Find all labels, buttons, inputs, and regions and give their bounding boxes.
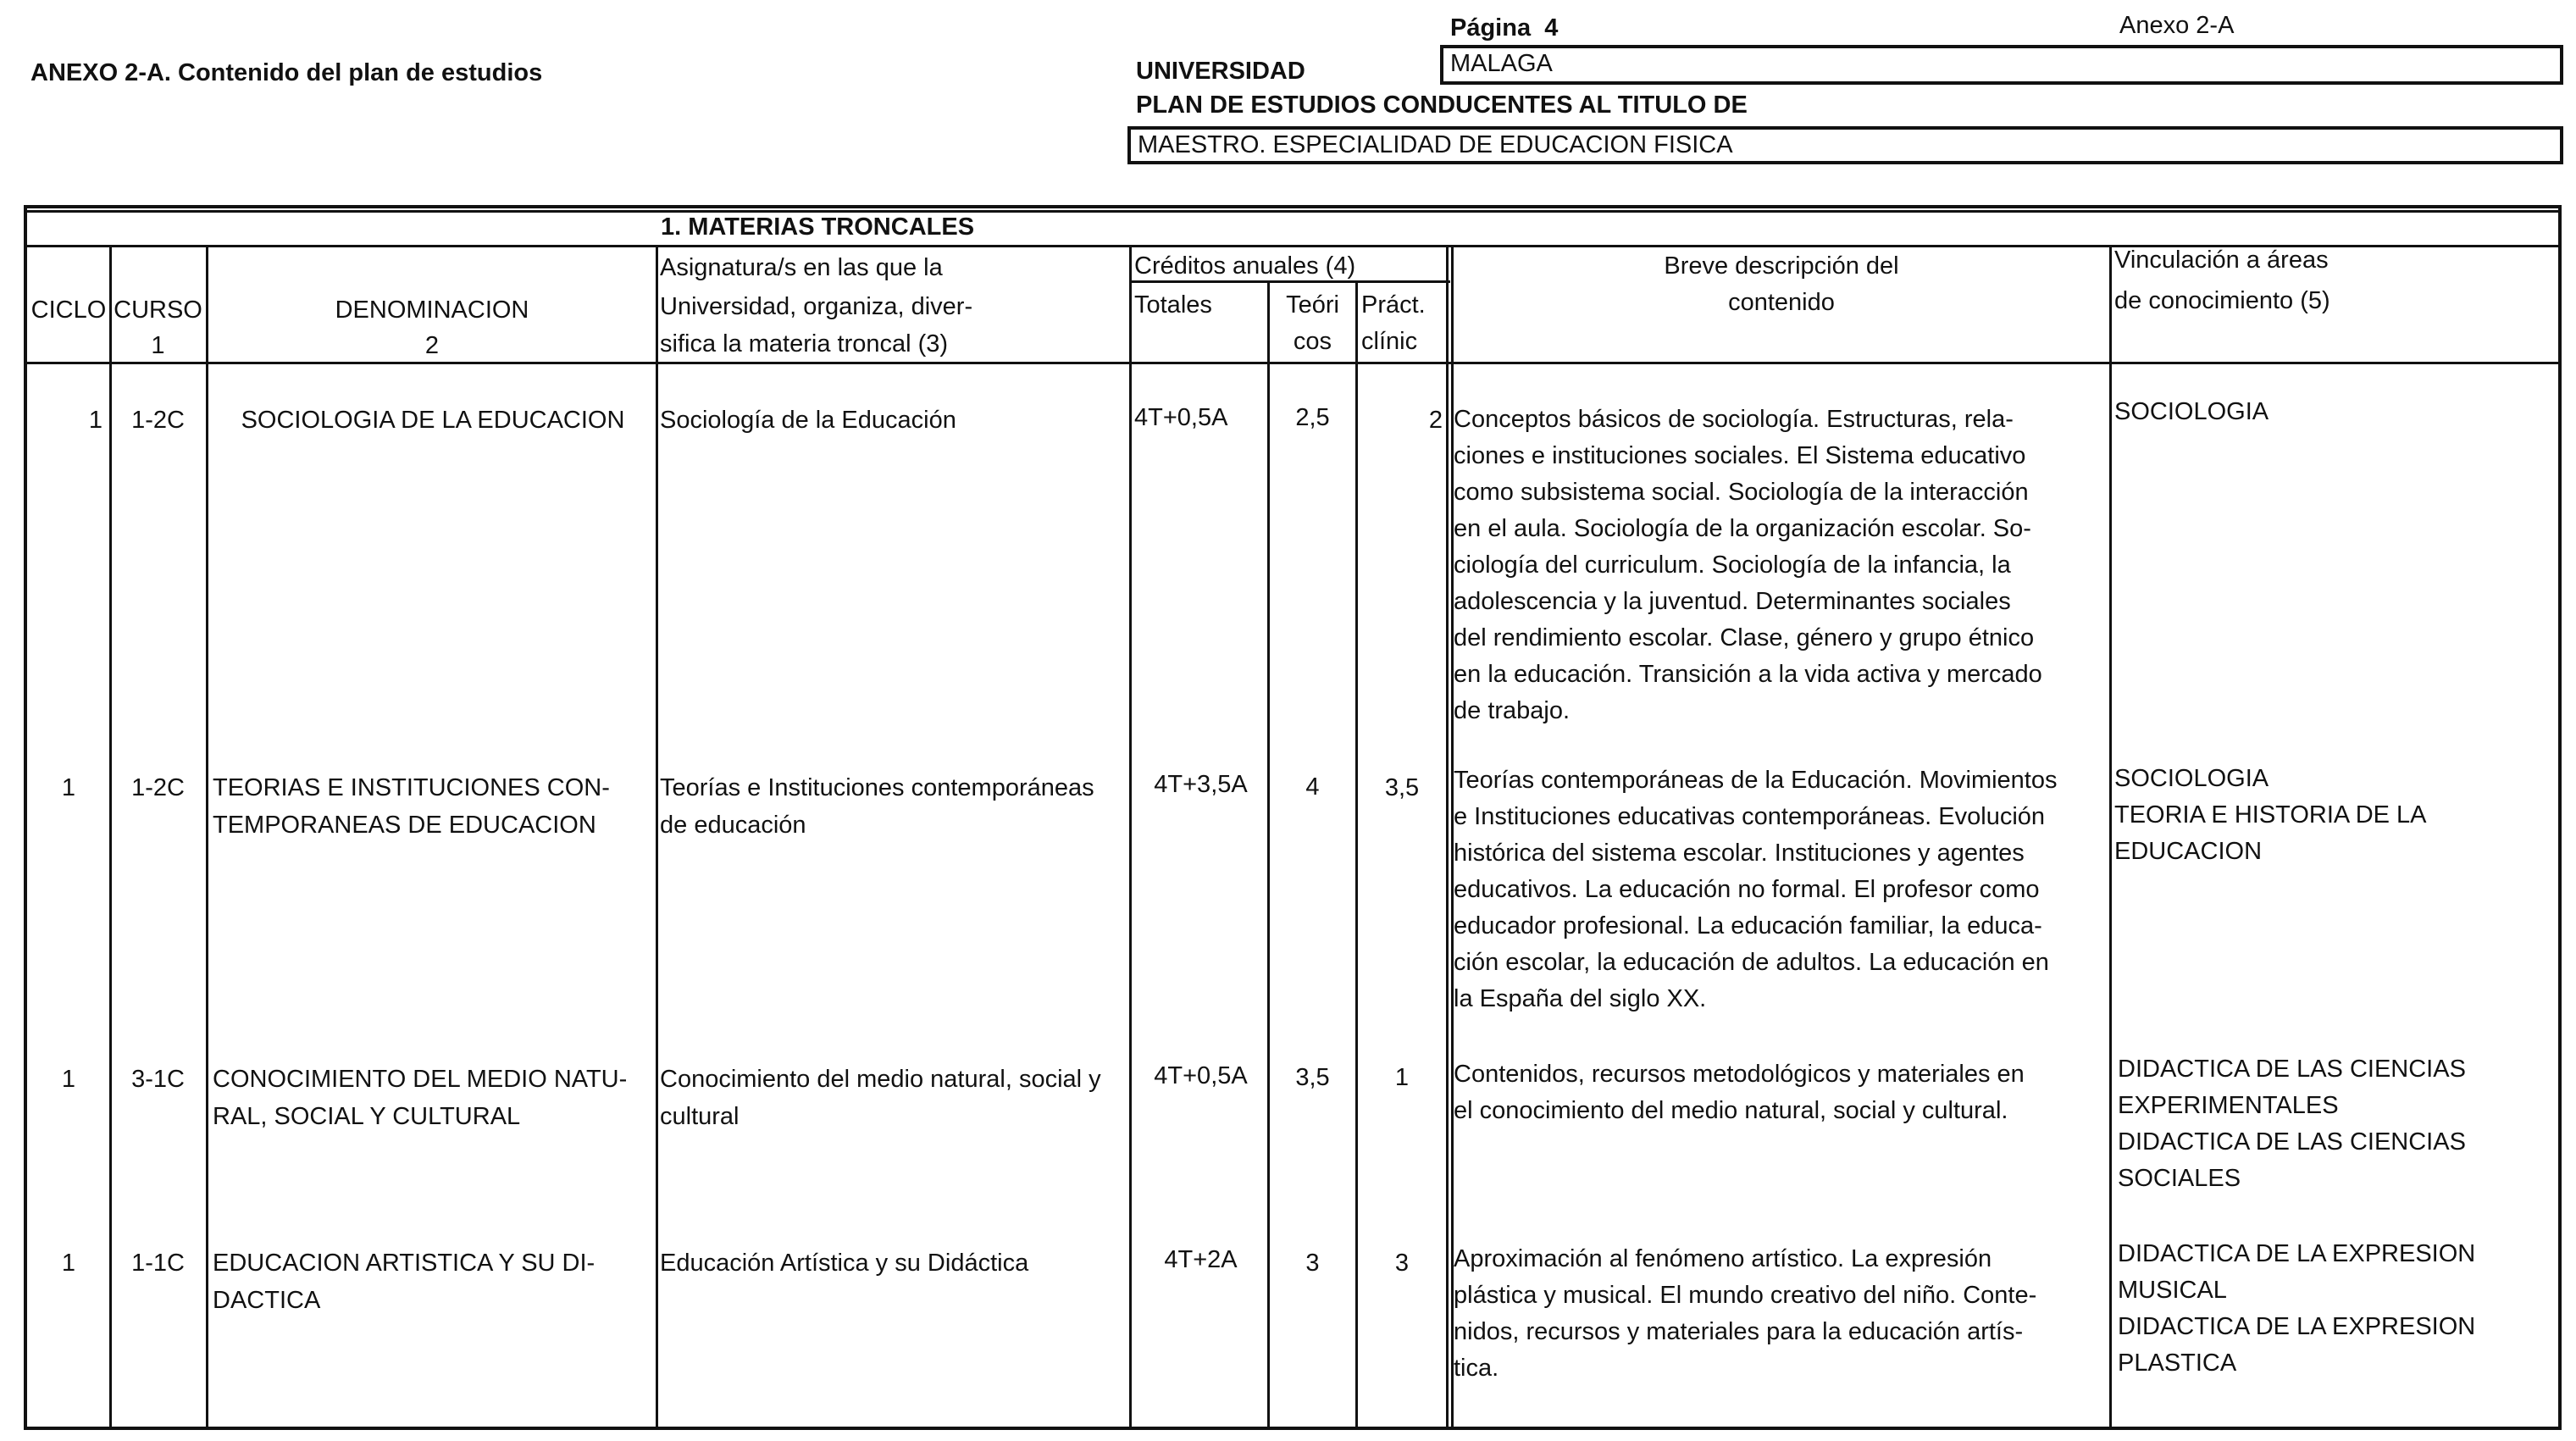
descripcion-line: en la educación. Transición a la vida activa y mercado — [1454, 661, 2042, 688]
cell-asignatura: Sociología de la Educación — [660, 407, 956, 434]
page-number: 4 — [1544, 14, 1559, 42]
vinculacion-line: MUSICAL — [2118, 1277, 2227, 1304]
cell-teoricos: 3,5 — [1295, 1064, 1330, 1091]
descripcion-line: ciones e instituciones sociales. El Sistema educativo — [1454, 442, 2026, 469]
col-totales: Totales — [1134, 291, 1212, 319]
col-curso: CURSO — [114, 297, 202, 324]
page-label-text: Página — [1450, 14, 1532, 42]
cell-ciclo: 1 — [61, 774, 76, 801]
cell-curso: 1-2C — [131, 774, 185, 801]
vinculacion-line: DIDACTICA DE LAS CIENCIAS — [2118, 1128, 2466, 1156]
descripcion-line: Contenidos, recursos metodológicos y materiales en — [1454, 1061, 2025, 1088]
descripcion-line: como subsistema social. Sociología de la interacción — [1454, 479, 2029, 506]
cell-totales: 4T+0,5A — [1154, 1062, 1248, 1089]
cell-denominacion: TEORIAS E INSTITUCIONES CON- TEMPORANEAS DE EDUCACION — [213, 774, 610, 839]
descripcion-line: la España del siglo XX. — [1454, 985, 1707, 1012]
descripcion-line: histórica del sistema escolar. Instituciones y agentes — [1454, 840, 2025, 867]
descripcion-line: nidos, recursos y materiales para la educación artís- — [1454, 1318, 2024, 1345]
vinculacion-line: SOCIALES — [2118, 1165, 2241, 1192]
cell-ciclo: 1 — [61, 1066, 76, 1093]
plan-box — [1127, 126, 2563, 164]
cell-denominacion: SOCIOLOGIA DE LA EDUCACION — [241, 407, 625, 434]
vinculacion-line: TEORIA E HISTORIA DE LA — [2114, 801, 2427, 829]
col-descripcion-l1: Breve descripción del — [1664, 252, 1899, 280]
table-line — [1129, 247, 1132, 1428]
cell-teoricos: 3 — [1305, 1250, 1320, 1277]
col-curso-num: 1 — [151, 332, 165, 359]
cell-curso: 1-1C — [131, 1250, 185, 1277]
descripcion-line: ción escolar, la educación de adultos. La educación en — [1454, 949, 2049, 976]
section-title: 1. MATERIAS TRONCALES — [661, 213, 975, 241]
table-line — [25, 210, 2562, 213]
cell-totales: 4T+3,5A — [1154, 771, 1248, 798]
descripcion-line: plástica y musical. El mundo creativo del niño. Conte- — [1454, 1282, 2037, 1309]
descripcion-line: Conceptos básicos de sociología. Estructuras, rela- — [1454, 406, 2014, 433]
vinculacion-line: EXPERIMENTALES — [2118, 1092, 2339, 1119]
cell-ciclo: 1 — [61, 1250, 76, 1277]
plan-label: PLAN DE ESTUDIOS CONDUCENTES AL TITULO DE — [1136, 91, 1748, 119]
descripcion-line: ciología del curriculum. Sociología de la infancia, la — [1454, 551, 2011, 579]
vinculacion-line: PLASTICA — [2118, 1350, 2237, 1377]
col-denominacion: DENOMINACION — [335, 297, 529, 324]
col-ciclo: CICLO — [30, 297, 107, 324]
vinculacion-line: DIDACTICA DE LA EXPRESION — [2118, 1240, 2476, 1267]
table-line — [2109, 247, 2112, 1428]
col-asignatura-l3: sifica la materia troncal (3) — [660, 330, 949, 357]
descripcion-line: Teorías contemporáneas de la Educación. Movimientos — [1454, 767, 2058, 794]
university-box — [1440, 45, 2563, 85]
cell-asignatura: Conocimiento del medio natural, social y cultural — [660, 1066, 1101, 1130]
annex-code: Anexo 2-A — [2119, 12, 2235, 39]
col-teoricos-l2: cos — [1293, 328, 1332, 355]
col-practicos-l1: Práct. — [1361, 291, 1426, 319]
col-teoricos-l1: Teóri — [1286, 291, 1339, 319]
cell-totales: 4T+0,5A — [1134, 404, 1228, 431]
descripcion-line: de trabajo. — [1454, 697, 1571, 724]
cell-curso: 3-1C — [131, 1066, 185, 1093]
cell-ciclo: 1 — [88, 407, 102, 434]
cell-practicos: 1 — [1394, 1064, 1410, 1091]
descripcion-line: educador profesional. La educación familiar, la educa- — [1454, 912, 2042, 939]
cell-practicos: 2 — [1428, 407, 1443, 434]
cell-asignatura: Educación Artística y su Didáctica — [660, 1250, 1029, 1277]
university-label: UNIVERSIDAD — [1136, 58, 1305, 85]
descripcion-line: educativos. La educación no formal. El profesor como — [1454, 876, 2040, 903]
col-creditos: Créditos anuales (4) — [1134, 252, 1356, 280]
descripcion-line: adolescencia y la juventud. Determinantes sociales — [1454, 588, 2011, 615]
cell-denominacion: EDUCACION ARTISTICA Y SU DI- DACTICA — [213, 1250, 596, 1314]
col-vinculacion-l1: Vinculación a áreas — [2114, 247, 2329, 274]
cell-curso: 1-2C — [131, 407, 185, 434]
cell-practicos: 3,5 — [1384, 774, 1420, 801]
cell-totales: 4T+2A — [1164, 1246, 1238, 1273]
page-label — [1450, 14, 1558, 42]
col-descripcion-l2: contenido — [1728, 289, 1835, 316]
cell-teoricos: 4 — [1305, 773, 1320, 801]
annex-title: ANEXO 2-A. Contenido del plan de estudios — [30, 59, 543, 86]
descripcion-line: el conocimiento del medio natural, social y cultural. — [1454, 1097, 2008, 1124]
table-line — [206, 247, 208, 1428]
plan-value: MAESTRO. ESPECIALIDAD DE EDUCACION FISICA — [1138, 131, 1733, 158]
descripcion-line: del rendimiento escolar. Clase, género y grupo étnico — [1454, 624, 2035, 651]
col-practicos-l2: clínic — [1361, 328, 1418, 355]
col-asignatura-l1: Asignatura/s en las que la — [660, 254, 943, 281]
descripcion-line: e Instituciones educativas contemporáneas. Evolución — [1454, 803, 2046, 830]
vinculacion-line: EDUCACION — [2114, 838, 2263, 865]
cell-vinculacion: SOCIOLOGIA — [2114, 398, 2269, 425]
university-value: MALAGA — [1450, 50, 1553, 77]
col-denominacion-num: 2 — [424, 332, 440, 359]
table-line — [1446, 247, 1449, 1428]
descripcion-line: tica. — [1454, 1355, 1499, 1382]
vinculacion-line: DIDACTICA DE LAS CIENCIAS — [2118, 1056, 2466, 1083]
col-asignatura-l2: Universidad, organiza, diver- — [660, 293, 973, 320]
table-line — [656, 247, 658, 1428]
cell-practicos: 3 — [1394, 1250, 1410, 1277]
descripcion-line: en el aula. Sociología de la organización escolar. So- — [1454, 515, 2031, 542]
descripcion-line: Aproximación al fenómeno artístico. La expresión — [1454, 1245, 1992, 1272]
cell-denominacion: CONOCIMIENTO DEL MEDIO NATU- RAL, SOCIAL Y CULTURAL — [213, 1066, 628, 1130]
vinculacion-line: DIDACTICA DE LA EXPRESION — [2118, 1313, 2476, 1340]
vinculacion-line: SOCIOLOGIA — [2114, 765, 2269, 792]
cell-teoricos: 2,5 — [1295, 404, 1330, 431]
cell-asignatura: Teorías e Instituciones contemporáneas de educación — [660, 774, 1094, 839]
col-vinculacion-l2: de conocimiento (5) — [2114, 287, 2330, 314]
